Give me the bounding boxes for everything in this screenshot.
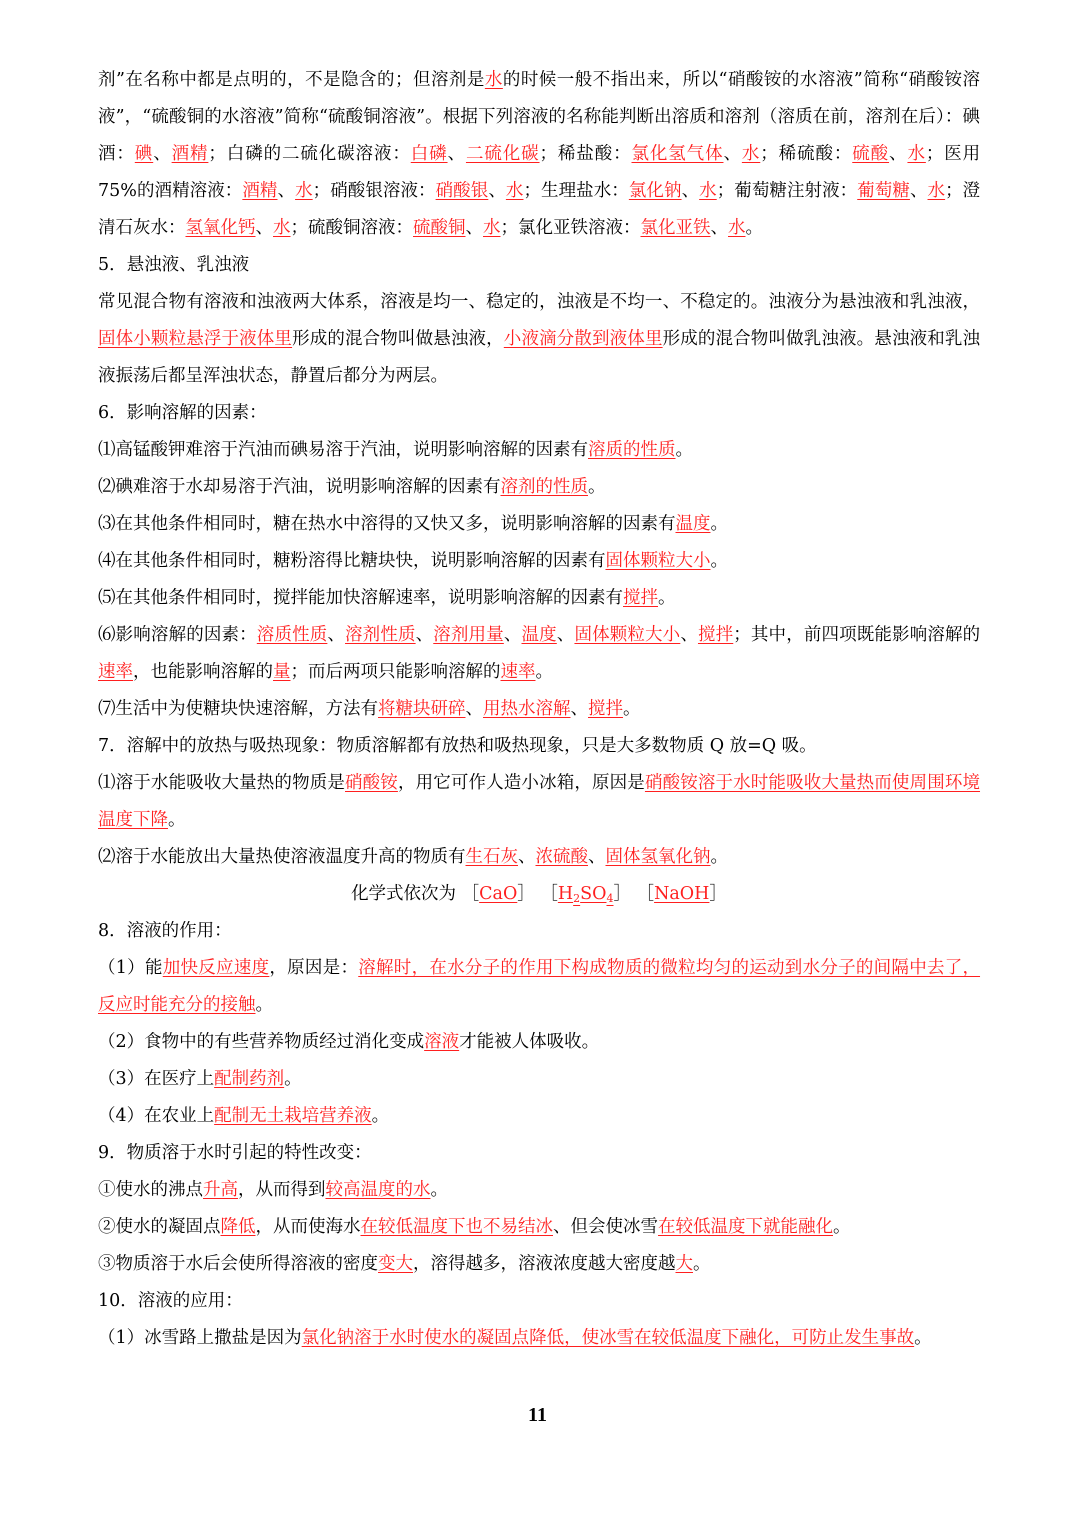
body-text: ］: [709, 884, 727, 904]
body-text: 。: [168, 810, 186, 830]
body-text: 、: [153, 144, 172, 164]
body-text: ，从而使海水: [255, 1217, 361, 1237]
item-7-1: [98, 765, 980, 839]
answer-text: CaO: [479, 884, 518, 904]
body-text: 形成的混合物叫做乳浊液。悬浊液和乳浊液振荡后都呈浑浊状态，静置后都分为两层。: [98, 329, 981, 386]
answer-text: 葡萄糖: [857, 181, 910, 201]
body-text: （2）食物中的有些营养物质经过消化变成: [98, 1032, 425, 1052]
body-text: 形成的混合物叫做悬浊液，: [292, 329, 504, 349]
body-text: 。: [745, 218, 763, 238]
body-text: （4）在农业上: [98, 1106, 215, 1126]
item-8-4: [98, 1098, 980, 1135]
answer-text: 水: [505, 181, 524, 201]
heading-8: [98, 913, 980, 950]
heading-9: [98, 1135, 980, 1172]
body-text: 、: [415, 625, 434, 645]
body-text: ；其中，前四项既能影响溶解的: [733, 625, 981, 645]
answer-text: 氢氧化钙: [185, 218, 256, 238]
body-text: 、: [710, 218, 728, 238]
body-text: 10．溶液的应用：: [98, 1291, 243, 1311]
answer-text: 搅拌: [588, 699, 623, 719]
body-text: （3）在医疗上: [98, 1069, 215, 1089]
body-text: ；氯化亚铁溶液：: [500, 218, 641, 238]
answer-text: 氯化氢气体: [631, 144, 724, 164]
body-text: 、: [556, 625, 575, 645]
body-text: 。: [255, 995, 273, 1015]
body-text: ③物质溶于水后会使所得溶液的密度: [98, 1254, 378, 1274]
item-6-1: [98, 432, 980, 469]
item-6-6: [98, 617, 980, 691]
answer-text: 水: [907, 144, 926, 164]
body-text: ⑴高锰酸钾难溶于汽油而碘易溶于汽油，说明影响溶解的因素有: [98, 440, 588, 460]
body-text: 。: [588, 477, 606, 497]
body-text: （1）冰雪路上撒盐是因为: [98, 1328, 302, 1348]
para-suspension: [98, 284, 980, 395]
answer-text: 搅拌: [623, 588, 658, 608]
answer-text: 在较低温度下也不易结冰: [360, 1217, 553, 1237]
body-text: ；生理盐水：: [523, 181, 629, 201]
body-text: ，原因是：: [269, 958, 359, 978]
answer-text: 水: [927, 181, 946, 201]
answer-text: 升高: [203, 1180, 238, 1200]
answer-text: 4: [606, 892, 614, 905]
body-text: 、: [327, 625, 346, 645]
answer-text: 二硫化碳: [465, 144, 540, 164]
answer-text: 搅拌: [697, 625, 734, 645]
body-text: 、: [465, 699, 483, 719]
answer-text: 氯化钠溶于水时使水的凝固点降低，使冰雪在较低温度下融化，可防止发生事故: [301, 1328, 915, 1348]
answer-text: SO: [580, 884, 607, 904]
item-6-5: [98, 580, 980, 617]
body-text: 9．物质溶于水时引起的特性改变：: [98, 1143, 372, 1163]
answer-text: 大: [675, 1254, 693, 1274]
body-text: ；医用 75%的酒精溶液：: [98, 144, 981, 201]
body-text: 。: [371, 1106, 390, 1126]
answer-text: 固体颗粒大小: [605, 551, 711, 571]
answer-text: 生石灰: [465, 847, 518, 867]
body-text: 。: [535, 662, 553, 682]
answer-text: 溶剂的性质: [500, 477, 588, 497]
body-text: 、: [277, 181, 296, 201]
body-text: 。: [914, 1328, 932, 1348]
body-text: 常见混合物有溶液和浊液两大体系，溶液是均一、稳定的，浊液是不均一、不稳定的。浊液分为悬浊液和乳浊液，: [98, 292, 980, 312]
item-6-3: [98, 506, 980, 543]
body-text: ；白磷的二硫化碳溶液：: [208, 144, 411, 164]
page-body: [98, 62, 980, 1357]
body-text: 5．悬浊液、乳浊液: [98, 255, 250, 275]
answer-text: 白磷: [410, 144, 448, 164]
answer-text: 水: [741, 144, 761, 164]
body-text: ⑷在其他条件相同时，糖粉溶得比糖块快，说明影响溶解的因素有: [98, 551, 606, 571]
body-text: 、: [570, 699, 588, 719]
body-text: 、: [681, 181, 700, 201]
answer-text: 碘: [134, 144, 154, 164]
item-7-2: [98, 839, 980, 876]
heading-5: [98, 247, 980, 284]
answer-text: 酒精: [242, 181, 278, 201]
heading-7: [98, 728, 980, 765]
item-6-4: [98, 543, 980, 580]
body-text: 、: [889, 144, 908, 164]
item-6-7: [98, 691, 980, 728]
body-text: ］ ［: [517, 884, 558, 904]
body-text: 、: [488, 181, 506, 201]
answer-text: NaOH: [654, 884, 710, 904]
body-text: 。: [710, 847, 728, 867]
body-text: 、: [909, 181, 928, 201]
body-text: 。: [833, 1217, 851, 1237]
answer-text: 配制药剂: [214, 1069, 285, 1089]
item-9-2: [98, 1209, 980, 1246]
body-text: 。: [693, 1254, 711, 1274]
answer-text: 浓硫酸: [535, 847, 588, 867]
formula-line: [98, 876, 980, 913]
page-number: 11: [528, 1404, 547, 1426]
body-text: ；稀盐酸：: [539, 144, 632, 164]
heading-10: [98, 1283, 980, 1320]
item-9-1: [98, 1172, 980, 1209]
body-text: ⑸在其他条件相同时，搅拌能加快溶解速率，说明影响溶解的因素有: [98, 588, 623, 608]
body-text: 、: [503, 625, 522, 645]
body-text: 。: [710, 514, 728, 534]
answer-text: 水: [483, 218, 501, 238]
para-solvent-naming: [98, 62, 980, 247]
body-text: 7．溶解中的放热与吸热现象：物质溶解都有放热和吸热现象，只是大多数物质 Q 放=Q 吸。: [98, 736, 817, 756]
body-text: 。: [284, 1069, 302, 1089]
body-text: 、: [680, 625, 698, 645]
body-text: ；澄清石灰水：: [98, 181, 981, 238]
body-text: ；葡萄糖注射液：: [716, 181, 858, 201]
item-10-1: [98, 1320, 980, 1357]
answer-text: 2: [573, 892, 581, 905]
body-text: ；而后两项只能影响溶解的: [290, 662, 501, 682]
answer-text: 溶液: [424, 1032, 460, 1052]
answer-text: 降低: [220, 1217, 256, 1237]
body-text: ⑶在其他条件相同时，糖在热水中溶得的又快又多，说明影响溶解的因素有: [98, 514, 676, 534]
body-text: ，用它可作人造小冰箱，原因是: [397, 773, 645, 793]
body-text: ；硝酸银溶液：: [312, 181, 436, 201]
answer-text: 水: [273, 218, 291, 238]
answer-text: 硝酸银: [435, 181, 489, 201]
answer-text: 变大: [378, 1254, 413, 1274]
body-text: ①使水的沸点: [98, 1180, 203, 1200]
body-text: ⑴溶于水能吸收大量热的物质是: [98, 773, 345, 793]
body-text: 化学式依次为 ［: [351, 884, 480, 904]
answer-text: 溶剂用量: [433, 625, 504, 645]
body-text: 8．溶液的作用：: [98, 921, 232, 941]
body-text: 。: [675, 440, 693, 460]
body-text: 。: [623, 699, 641, 719]
body-text: 的时候一般不指出来，所以“硝酸铵的水溶液”简称“硝酸铵溶液”，“硫酸铜的水溶液”简称“硫酸铜溶液”。根据下列溶液的名称能判断出溶质和溶剂（溶质在前，溶剂在后）：碘酒：: [98, 70, 980, 164]
body-text: 。: [710, 551, 728, 571]
answer-text: 较高温度的水: [325, 1180, 431, 1200]
body-text: ⑵碘难溶于水却易溶于汽油，说明影响溶解的因素有: [98, 477, 501, 497]
body-text: 6．影响溶解的因素：: [98, 403, 267, 423]
answer-text: 水: [728, 218, 746, 238]
answer-text: 在较低温度下就能融化: [658, 1217, 833, 1237]
answer-text: 温度: [521, 625, 557, 645]
heading-6: [98, 395, 980, 432]
body-text: 才能被人体吸收。: [459, 1032, 600, 1052]
answer-text: 水: [484, 70, 503, 90]
answer-text: 温度: [675, 514, 711, 534]
answer-text: 配制无土栽培营养液: [214, 1106, 372, 1126]
answer-text: 小液滴分散到液体里: [503, 329, 663, 349]
item-9-3: [98, 1246, 980, 1283]
answer-text: 硫酸: [852, 144, 890, 164]
body-text: ②使水的凝固点: [98, 1217, 221, 1237]
body-text: 剂”在名称中都是点明的，不是隐含的；但溶剂是: [98, 70, 485, 90]
body-text: ，从而得到: [238, 1180, 326, 1200]
body-text: 、: [255, 218, 273, 238]
answer-text: 速率: [98, 662, 133, 682]
body-text: ］ ［: [613, 884, 655, 904]
answer-text: 溶剂性质: [345, 625, 416, 645]
answer-text: 氯化亚铁: [640, 218, 711, 238]
answer-text: 硫酸铜: [413, 218, 466, 238]
item-8-1: [98, 950, 980, 1024]
answer-text: 氯化钠: [628, 181, 682, 201]
body-text: ⑺生活中为使糖块快速溶解，方法有: [98, 699, 378, 719]
answer-text: 将糖块研碎: [378, 699, 466, 719]
answer-text: 溶质的性质: [588, 440, 676, 460]
body-text: ⑵溶于水能放出大量热使溶液温度升高的物质有: [98, 847, 466, 867]
body-text: ，也能影响溶解的: [133, 662, 273, 682]
body-text: ⑹影响溶解的因素：: [98, 625, 257, 645]
body-text: ，溶得越多，溶液浓度越大密度越: [413, 1254, 676, 1274]
body-text: 、: [518, 847, 536, 867]
body-text: ；硫酸铜溶液：: [290, 218, 413, 238]
answer-text: H: [557, 884, 574, 904]
body-text: 。: [658, 588, 676, 608]
answer-text: 速率: [500, 662, 536, 682]
answer-text: 加快反应速度: [162, 958, 270, 978]
answer-text: 水: [295, 181, 313, 201]
body-text: 、: [588, 847, 606, 867]
answer-text: 水: [699, 181, 717, 201]
answer-text: 固体氢氧化钠: [605, 847, 711, 867]
body-text: 、: [723, 144, 742, 164]
answer-text: 固体颗粒大小: [574, 625, 681, 645]
item-8-3: [98, 1061, 980, 1098]
item-6-2: [98, 469, 980, 506]
body-text: （1）能: [98, 958, 163, 978]
answer-text: 硝酸铵溶于水时能吸收大量热而使周围环境温度下降: [98, 773, 981, 830]
answer-text: 溶解时，在水分子的作用下构成物质的微粒均匀的运动到水分子的间隔中去了，反应时能充分的接触: [98, 958, 981, 1015]
body-text: 、: [465, 218, 483, 238]
body-text: 、但会使冰雪: [553, 1217, 658, 1237]
body-text: 。: [430, 1180, 448, 1200]
answer-text: 溶质性质: [256, 625, 328, 645]
answer-text: 硝酸铵: [345, 773, 398, 793]
answer-text: 用热水溶解: [483, 699, 571, 719]
answer-text: 固体小颗粒悬浮于液体里: [98, 329, 293, 349]
item-8-2: [98, 1024, 980, 1061]
body-text: ；稀硫酸：: [760, 144, 853, 164]
answer-text: 酒精: [171, 144, 209, 164]
body-text: 、: [447, 144, 466, 164]
answer-text: 量: [273, 662, 291, 682]
